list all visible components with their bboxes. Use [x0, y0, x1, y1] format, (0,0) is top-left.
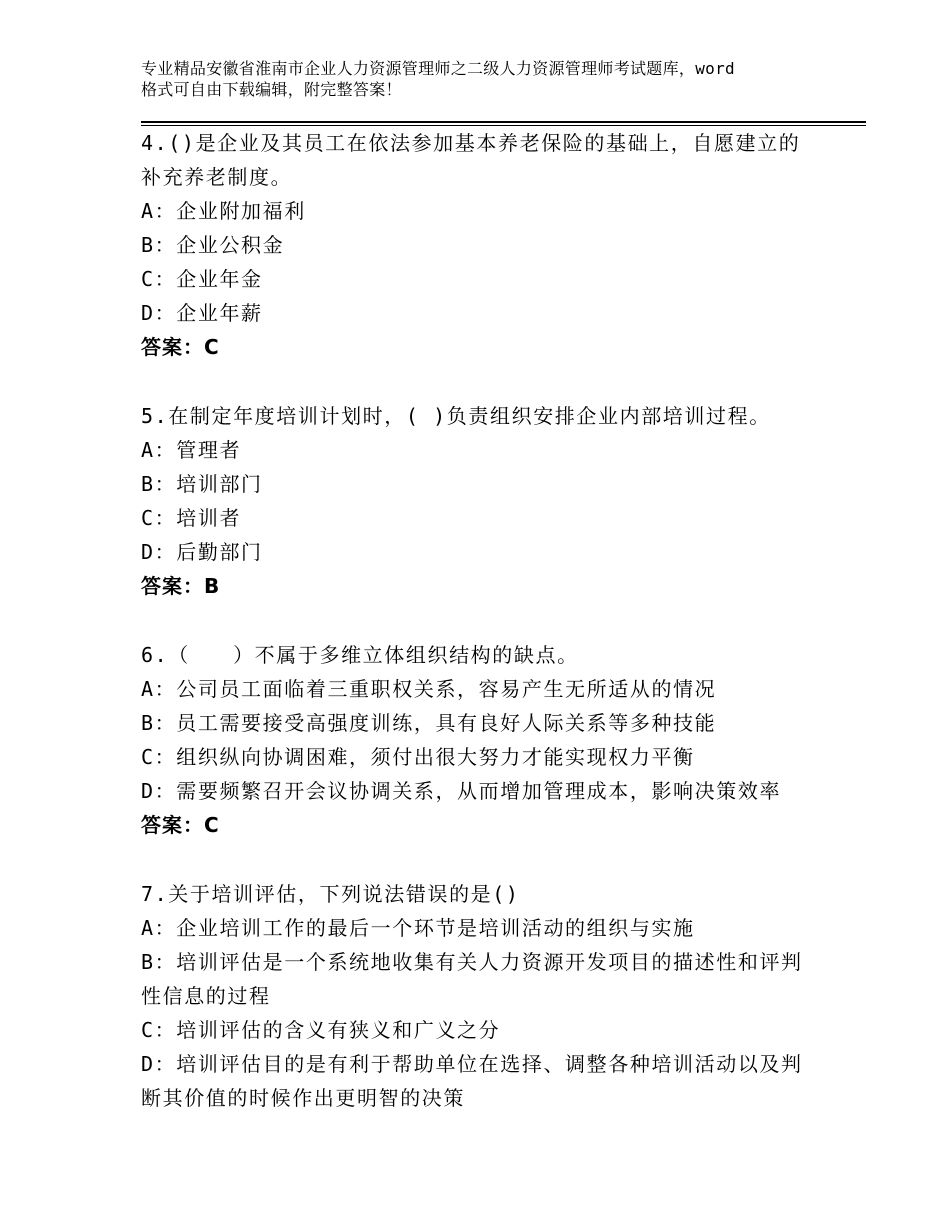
option-a: A：管理者	[141, 438, 242, 462]
option-c: C：培训者	[141, 506, 242, 530]
question-4	[141, 126, 821, 364]
answer: 答案：C	[141, 813, 220, 837]
option-d: D：企业年薪	[141, 301, 263, 325]
question-stem: 6.（ ）不属于多维立体组织结构的缺点。	[141, 643, 579, 667]
option-d: D：需要频繁召开会议协调关系，从而增加管理成本，影响决策效率	[141, 779, 782, 803]
question-stem: 7.关于培训评估，下列说法错误的是()	[141, 882, 520, 906]
option-c: C：组织纵向协调困难，须付出很大努力才能实现权力平衡	[141, 745, 695, 769]
question-7	[141, 877, 821, 1115]
option-b: B：培训部门	[141, 472, 263, 496]
option-a: A：企业培训工作的最后一个环节是培训活动的组织与实施	[141, 916, 695, 940]
answer: 答案：B	[141, 574, 221, 598]
option-b-continued: 性信息的过程	[141, 984, 271, 1008]
option-d: D：后勤部门	[141, 540, 263, 564]
option-d: D：培训评估目的是有利于帮助单位在选择、调整各种培训活动以及判	[141, 1052, 803, 1076]
option-a: A：企业附加福利	[141, 199, 306, 223]
header-line-1: 专业精品安徽省淮南市企业人力资源管理师之二级人力资源管理师考试题库，word	[141, 59, 735, 78]
option-b: B：培训评估是一个系统地收集有关人力资源开发项目的描述性和评判	[141, 950, 803, 974]
question-stem: 5.在制定年度培训计划时，( )负责组织安排企业内部培训过程。	[141, 404, 771, 428]
question-stem: 4.()是企业及其员工在依法参加基本养老保险的基础上，自愿建立的	[141, 131, 801, 155]
header-rule-thick	[141, 121, 866, 123]
question-5	[141, 399, 821, 603]
option-a: A：公司员工面临着三重职权关系，容易产生无所适从的情况	[141, 677, 717, 701]
option-d-continued: 断其价值的时候作出更明智的决策	[141, 1086, 465, 1110]
question-stem-continued: 补充养老制度。	[141, 165, 293, 189]
question-6	[141, 638, 821, 842]
option-b: B：员工需要接受高强度训练，具有良好人际关系等多种技能	[141, 711, 717, 735]
option-c: C：企业年金	[141, 267, 263, 291]
document-header	[141, 58, 831, 100]
answer: 答案：C	[141, 335, 220, 359]
option-b: B：企业公积金	[141, 233, 285, 257]
option-c: C：培训评估的含义有狭义和广义之分	[141, 1018, 501, 1042]
header-line-2: 格式可自由下载编辑，附完整答案！	[141, 80, 402, 99]
